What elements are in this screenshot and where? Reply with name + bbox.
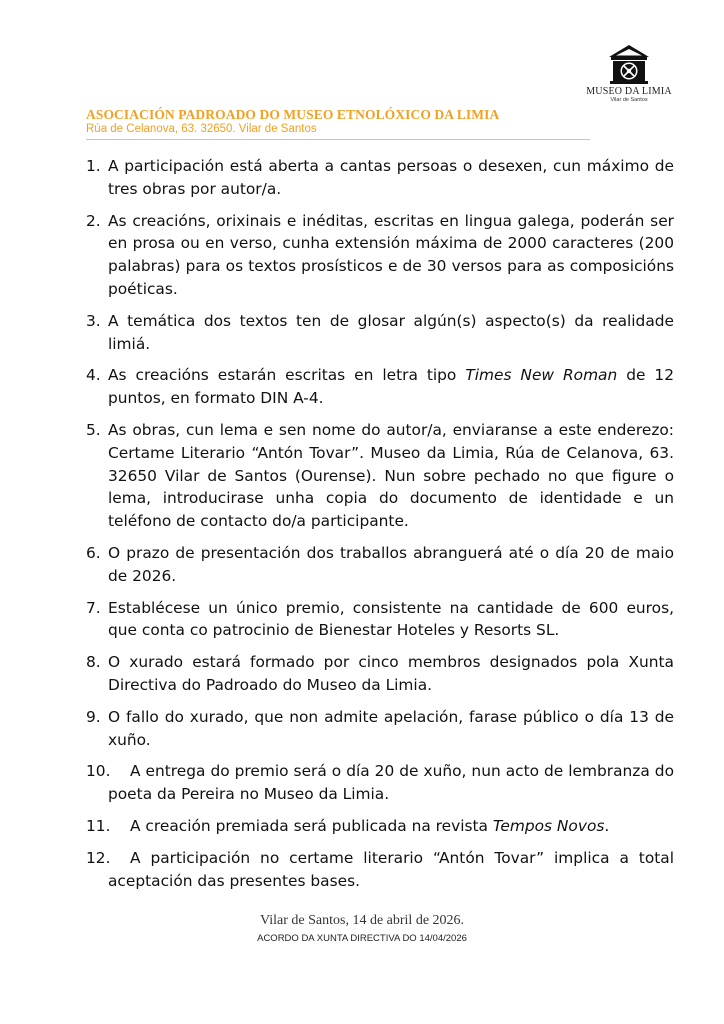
rule-text [108, 815, 674, 838]
rule-item [86, 419, 674, 533]
logo-place: Vilar de Santos [610, 97, 648, 103]
footer-agreement: ACORDO DA XUNTA DIRECTIVA DO 14/04/2026 [257, 933, 467, 944]
rule-text: Establécese un único premio, consistente na cantidade de 600 euros, que conta co patrocinio de Bienestar Hoteles y Resorts SL. [108, 598, 674, 640]
rule-text: O prazo de presentación dos traballos abranguerá até o día 20 de maio de 2026. [108, 543, 674, 585]
rules-list [86, 155, 674, 901]
rule-number: 11. [86, 816, 111, 835]
header-divider [86, 139, 590, 140]
museum-building-icon [607, 44, 651, 84]
rule-item [86, 815, 674, 838]
rule-text-post: . [604, 816, 610, 835]
rule-text: A participación no certame literario “Antón Tovar” implica a total aceptación das presentes bases. [108, 848, 674, 890]
rule-number: 4. [86, 366, 101, 385]
rule-text-pre: As creacións estarán escritas en letra tipo [108, 366, 466, 385]
rule-item [86, 364, 674, 410]
logo-name: MUSEO DA LIMIA [586, 86, 672, 97]
rule-text: As creacións, orixinais e inéditas, escritas en lingua galega, poderán ser en prosa ou en verso, cunha extensión máxima de 2000 caracteres (200 palabras) para os textos prosísticos e de 30 versos para as composicións poéticas. [108, 211, 674, 298]
rule-text: As obras, cun lema e sen nome do autor/a, enviaranse a este enderezo: Certame Literario “Antón Tovar”. Museo da Limia, Rúa de Celanova, 63. 32650 Vilar de Santos (Ourense). Nun sobre pechado no que figure o lema, introducirase unha copia do documento de identidade e un teléfono de contacto do/a participante. [108, 420, 674, 531]
rule-item [86, 706, 674, 752]
rule-text-pre: A creación premiada será publicada na revista [130, 816, 493, 835]
rule-item [86, 210, 674, 301]
rule-item [86, 847, 674, 893]
rule-number: 2. [86, 211, 101, 230]
font-name-italic: Times New Roman [465, 366, 618, 385]
rule-item [86, 597, 674, 643]
rule-item [86, 760, 674, 806]
association-address: Rúa de Celanova, 63. 32650. Vilar de Santos [86, 123, 317, 135]
rule-text: A participación está aberta a cantas persoas o desexen, cun máximo de tres obras por autor/a. [108, 157, 674, 198]
rule-text: A temática dos textos ten de glosar algún(s) aspecto(s) da realidade limiá. [108, 311, 674, 353]
rule-number: 5. [86, 420, 101, 439]
rule-number: 7. [86, 598, 101, 617]
rule-number: 1. [86, 157, 101, 175]
rule-number: 6. [86, 543, 101, 562]
rule-number: 8. [86, 653, 101, 672]
rule-text [108, 366, 674, 407]
rule-text: O xurado estará formado por cinco membros designados pola Xunta Directiva do Padroado do Museo da Limia. [108, 653, 674, 694]
rule-number: 9. [86, 707, 101, 726]
rule-number: 12. [86, 848, 111, 867]
rule-item [86, 542, 674, 588]
rule-number: 3. [86, 311, 101, 330]
magazine-name-italic: Tempos Novos [492, 816, 605, 835]
rule-text-post: de 12 puntos, en formato DIN A-4. [108, 366, 674, 408]
rule-item [86, 651, 674, 697]
rule-number: 10. [86, 762, 111, 781]
museum-logo [583, 44, 675, 108]
footer-date: Vilar de Santos, 14 de abril de 2026. [259, 913, 465, 928]
association-name: ASOCIACIÓN PADROADO DO MUSEO ETNOLÓXICO DA LIMIA [86, 107, 500, 122]
rule-item [86, 310, 674, 356]
rule-text: O fallo do xurado, que non admite apelación, farase público o día 13 de xuño. [108, 707, 674, 749]
rule-item [86, 155, 674, 201]
rule-text: A entrega do premio será o día 20 de xuño, nun acto de lembranza do poeta da Pereira no Museo da Limia. [108, 762, 674, 804]
